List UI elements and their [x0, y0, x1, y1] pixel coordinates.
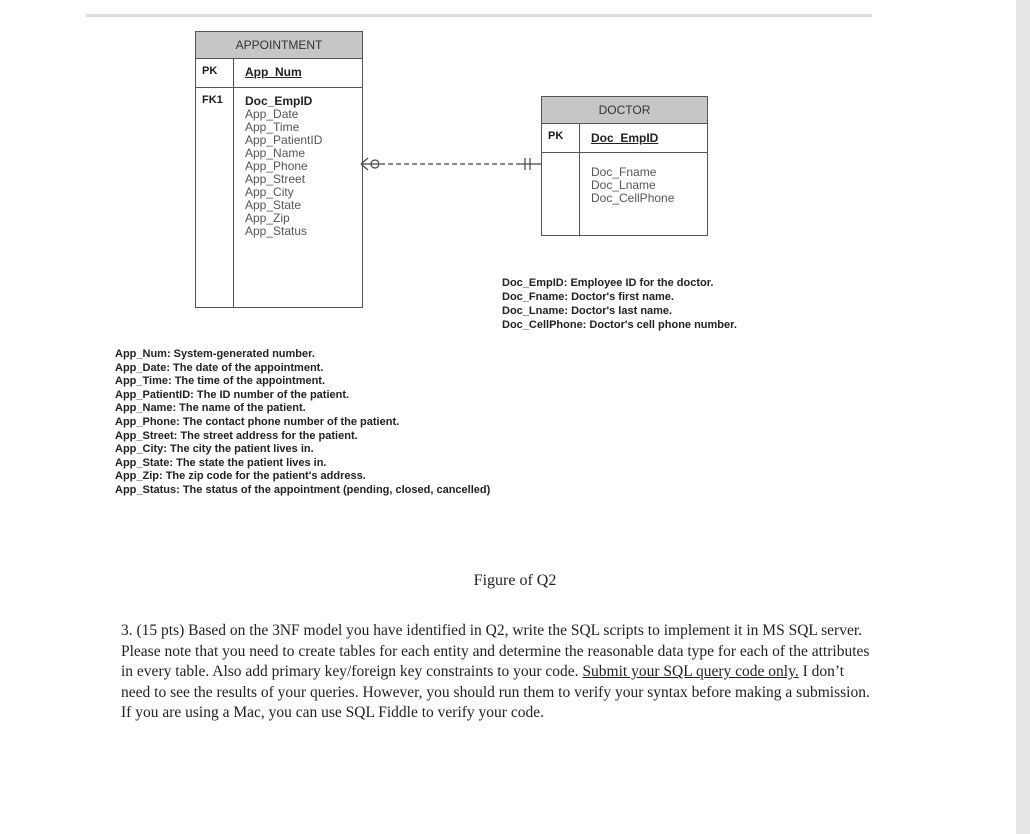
- appointment-pk-attr: App_Num: [245, 65, 302, 79]
- appointment-attr: App_Zip: [245, 211, 290, 225]
- appointment-description-line: App_PatientID: The ID number of the patient.: [115, 388, 350, 401]
- appointment-entity-title: APPOINTMENT: [196, 32, 362, 59]
- figure-caption: Figure of Q2: [473, 572, 557, 589]
- appointment-description-line: App_Phone: The contact phone number of the patient.: [115, 415, 400, 428]
- appointment-fk-attr: Doc_EmpID: [245, 94, 313, 108]
- appointment-attr: App_Phone: [245, 159, 308, 173]
- question-text-before: 3. (15 pts) Based on the 3NF model you have identified in Q2, write the SQL scripts to implement it in MS SQL server. Please note that you need to create tables for each entity and determine the reasonable data type for each of the attributes in every table. Also add primary key/foreign key constraints to your code.: [121, 622, 870, 680]
- appointment-attr: App_Street: [245, 172, 306, 186]
- doctor-description-line: Doc_CellPhone: Doctor's cell phone number.: [502, 319, 737, 331]
- appointment-attr: App_Date: [245, 107, 299, 121]
- doctor-description-line: Doc_Lname: Doctor's last name.: [502, 305, 673, 317]
- doctor-description-line: Doc_Fname: Doctor's first name.: [502, 291, 674, 303]
- appointment-description-line: App_Zip: The zip code for the patient's address.: [115, 470, 366, 483]
- appointment-pk-label: PK: [196, 59, 234, 87]
- appointment-description-line: App_Street: The street address for the patient.: [115, 429, 358, 442]
- appointment-description-line: App_Date: The date of the appointment.: [115, 361, 324, 374]
- question-underlined-text: Submit your SQL query code only.: [582, 663, 799, 680]
- appointment-attr: App_State: [245, 198, 302, 212]
- doctor-pk-label: PK: [542, 124, 580, 152]
- appointment-description-line: App_Name: The name of the patient.: [115, 402, 306, 415]
- appointment-description-line: App_City: The city the patient lives in.: [115, 443, 314, 456]
- appointment-fk-label: FK1: [196, 88, 234, 307]
- doctor-pk-attr: Doc_EmpID: [591, 131, 659, 145]
- appointment-description-line: App_Status: The status of the appointment (pending, closed, cancelled): [115, 483, 491, 496]
- appointment-attr: App_City: [245, 185, 294, 199]
- question-3-text: [121, 621, 871, 724]
- appointment-description-line: App_State: The state the patient lives in.: [115, 456, 327, 469]
- doctor-attr: Doc_CellPhone: [591, 191, 675, 205]
- doctor-descriptions: [502, 276, 737, 332]
- question-text-after: I don’t need to see the results of your queries. However, you should run them to verify your syntax before making a submission. If you are using a Mac, you can use SQL Fiddle to verify your code.: [121, 663, 870, 721]
- appointment-attr: App_Time: [245, 120, 300, 134]
- crows-foot-a: [361, 158, 368, 164]
- appointment-description-line: App_Num: System-generated number.: [115, 348, 315, 360]
- appointment-attr: App_Status: [245, 224, 308, 238]
- appointment-descriptions: [115, 348, 490, 498]
- doctor-attr: Doc_Lname: [591, 178, 656, 192]
- doctor-attr: Doc_Fname: [591, 165, 657, 179]
- doctor-entity-title: DOCTOR: [542, 97, 707, 124]
- appointment-attr: App_Name: [245, 146, 306, 160]
- doctor-description-line: Doc_EmpID: Employee ID for the doctor.: [502, 277, 714, 289]
- appointment-attr: App_PatientID: [245, 133, 323, 147]
- crows-foot-b: [361, 164, 368, 170]
- appointment-description-line: App_Time: The time of the appointment.: [115, 375, 326, 388]
